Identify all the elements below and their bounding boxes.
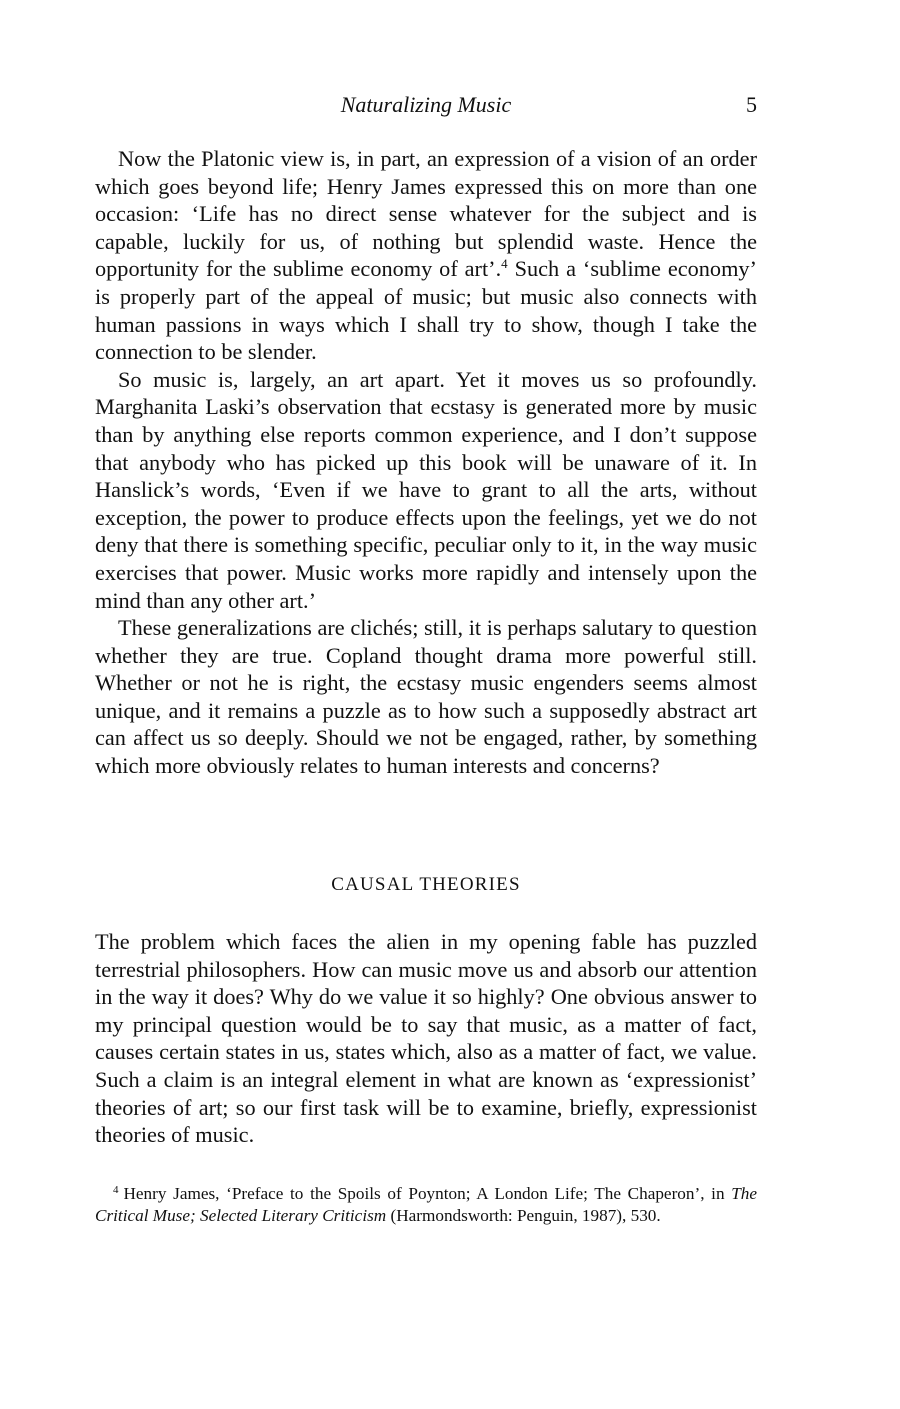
footnote-reference[interactable]: 4 [501,256,508,272]
paragraph-text: Such a ‘sublime economy’ is properly part of the appeal of music; but music also connects with human passions in ways which I shall try to show, though I take the connection to be slender. [95,256,757,365]
footnote-book-title: The Critical Muse; Selected Literary Criticism [95,1184,757,1225]
footnote-text: Henry James, ‘Preface to the Spoils of Poynton; A London Life; The Chaperon’, in [123,1184,732,1203]
paragraph-art-apart: So music is, largely, an art apart. Yet it moves us so profoundly. Marghanita Laski’s observation that ecstasy is generated more by music than by anything else reports common experience, and I don’t suppose that anybody who has picked up this book will be unaware of it. In Hanslick’s words, ‘Even if we have to grant to all the arts, without exception, the power to produce effects upon the feelings, yet we do not deny that there is something specific, peculiar only to it, in the way music exercises that power. Music works more rapidly and intensely upon the mind than any other art.’ [95,366,757,613]
body-text-causal-theories [95,928,757,1149]
paragraph-platonic-view [95,145,757,366]
paragraph-text: Now the Platonic view is, in part, an expression of a vision of an order which goes beyond life; Henry James expressed this on more than one occasion: ‘Life has no direct sense whatever for the subject and is capable, luckily for us, of nothing but splendid waste. Hence the opportunity for the sublime economy of art’. [95,146,757,282]
page-number: 5 [746,92,757,117]
section-heading: CAUSAL THEORIES [331,874,521,895]
running-title: Naturalizing Music [340,92,512,117]
footnote-text: (Harmondsworth: Penguin, 1987), 530. [386,1205,661,1225]
running-head [95,92,757,122]
paragraph-generalizations: These generalizations are clichés; still, it is perhaps salutary to question whether they are true. Copland thought drama more powerful still. Whether or not he is right, the ecstasy music engenders seems almost unique, and it remains a puzzle as to how such a supposedly abstract art can affect us so deeply. Should we not be engaged, rather, by something which more obviously relates to human interests and concerns? [95,615,757,779]
paragraph-causal-theories: The problem which faces the alien in my opening fable has puzzled terrestrial philosophers. How can music move us and absorb our attention in the way it does? Why do we value it so highly? One obvious answer to my principal question would be to say that music, as a matter of fact, causes certain states in us, states which, also as a matter of fact, we value. Such a claim is an integral element in what are known as ‘expressionist’ theories of art; so our first task will be to examine, briefly, expressionist theories of music. [95,929,757,1148]
footnote-number: 4 [113,1184,119,1196]
body-text-opening [95,145,757,780]
footnote [95,1180,757,1226]
